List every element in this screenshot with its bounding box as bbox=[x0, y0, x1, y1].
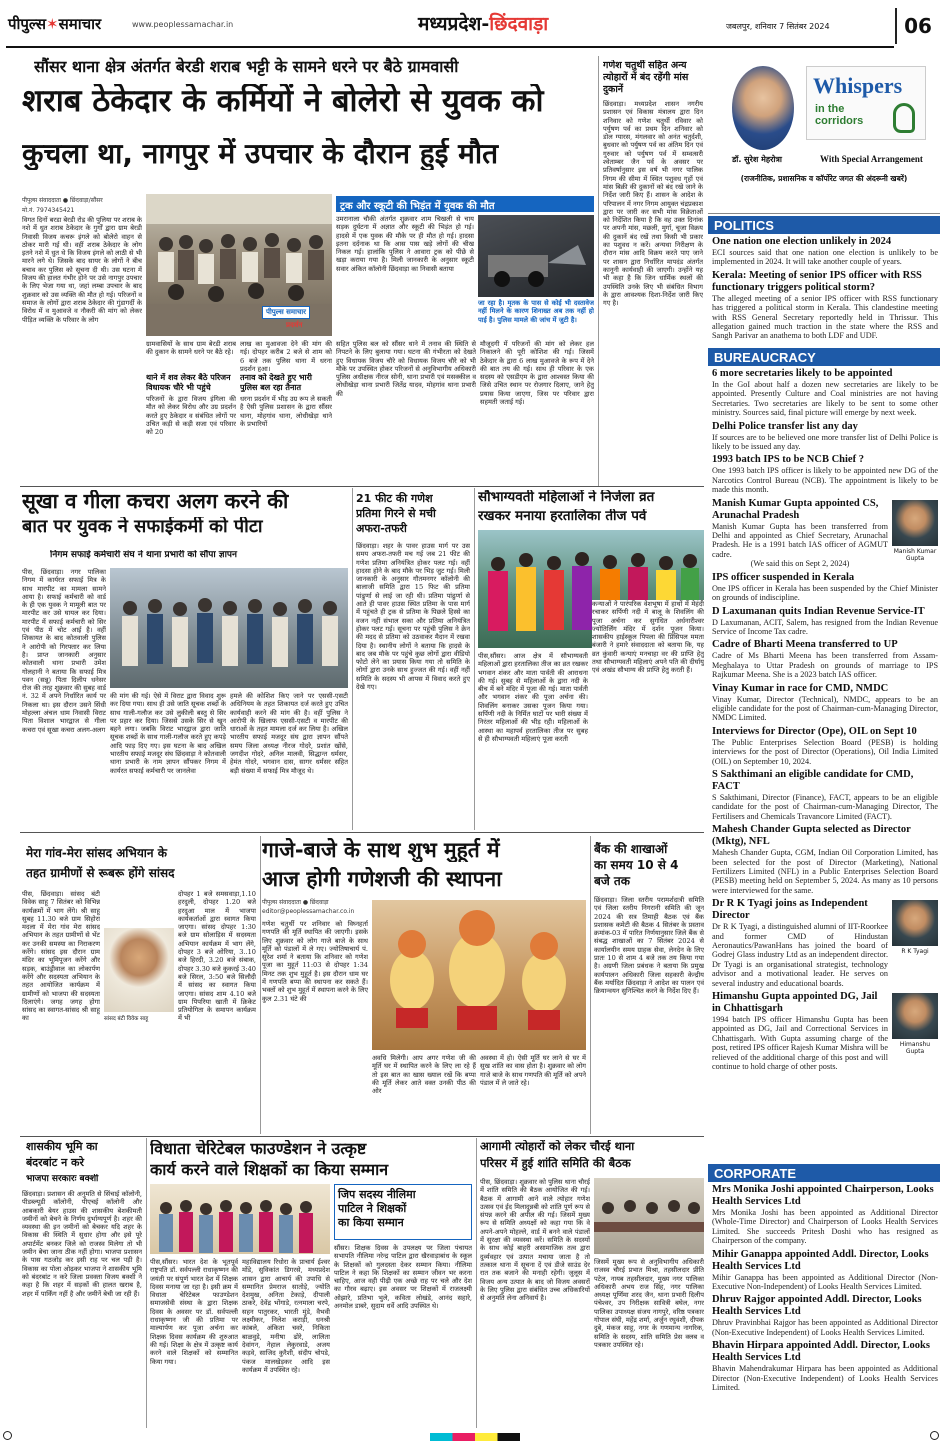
bureaucracy-item-body: Vinay Kumar, Director (Technical), NMDC, appears to be an eligible candidate for the post of Chairman-cum-Managing Director, NMDC Limited. bbox=[712, 694, 938, 723]
bureaucracy-item-headline: Delhi Police transfer list any day bbox=[712, 420, 858, 432]
land-body: छिंदवाड़ा। प्रशासन की अनुमति से सिंचाई कॉलोनी, पीडब्ल्यूडी कॉलोनी, पीएचई कॉलोनी और आबकारी बेयर हाउस की शासकीय बेशकीमती जमीनों को बेचने के निर्णय दुर्भाग्यपूर्ण है। शहर की व्यवस्था की इन जमीनों को बेचकर यदि शहर के विकास की स्थिति में सुधार होगा और इसे पूरे अपार्टमेंट बनकर जिले को राजस्व मिलेगा तो भी जमीन बेचा जाना ठीक नहीं होगा। भाजपा प्रशासन के पास गठजोड़ कर इसी राह पर चल पड़ी है। विकास का पोला ओढ़कर भाजपा ने शासकीय भूमि को बंदरबांट न करे जिला प्रवक्ता विजय बक्शी ने कहा है कि शहर में सड़कों की हालत खराब है, शहर में पार्किंग नहीं है और जमीनें बेची जा रही हैं। bbox=[22, 1190, 142, 1298]
whispers-logo-sub: in the corridors bbox=[815, 103, 864, 127]
lead-column-1: विगत दिनों बरडा बेरडी रोड की पुलिया पर शराब के नशे में धुत शराब ठेकेदार के गुर्गों द्वारा ग्राम बेरडी निवासी विजय कचरू इंगले को बोलेरो वाहन से ठोकर मारी गई थी। वहीं शराब ठेकेदार के लोग इतने नशे में धुत थे कि विजय इंगले को लाठी से भी मारने लगे थे। जिसके बाद सायर के लोगों ने बीच बचाव कर पुलिस को सूचना दी थी। उस घटना में विजय की हालत गंभीर होने पर उसे नागपुर उपचार के लिए भेजा गया था, जहां लम्बा उपचार के बाद शुक्रवार को उस व्यक्ति की मौत हो गई। परिजनों व समाज के लोगों द्वारा शराब ठेकेदार की गुंडागर्दी के विरोध में व मुआवजे व नौकरी की मांग को लेकर पीड़ित व्यक्ति के परिवार के लोग bbox=[22, 216, 142, 324]
mp-column-2: दोपहर 1 बजे समसवाड़ा,1.10 हरदुली, दोपहर 1.20 बजे हरदुआ माल में भाजपा कार्यकर्ताओं द्वारा स्वागत किया जाएगा। सांसद दोपहर 1:30 बजे ग्राम सोलाड़िस में सदस्यता अभियान कार्यक्रम में भाग लेंगे, दोपहर 3 बजे ओरिया, 3..10 बजे हिरदी, 3.20 बजे संबाक, दोपहर 3.30 बजे कुकरई 3:40 बजे सिरल, 3:50 बजे सिलौदी में सांसद का स्वागत किया जाएगा। सांसद शाम 4.10 बजे ग्राम पिपरिया खाती में क्रिकेट प्रतियोगिता के समापन कार्यक्रम में भी bbox=[178, 890, 256, 1023]
bureaucracy-item-body: S Sakthimani, Director (Finance), FACT, appears to be an eligible candidate for the post of Chairman-cum-Managing Director, The Fertilisers and Chemicals Travancore Limited (FACT). bbox=[712, 792, 938, 821]
charity-column-3: सौंसर। शिक्षक दिवस के उपलक्ष्य पर जिला पंचायत सभापति नीलिमा नरेन्द्र पाटिल द्वारा खैरवाड़ाबांध के स्कूल के शिक्षकों को गुलदस्ता देकर सम्मान किया। नीलिमा पाटिल ने कहा कि शिक्षकों का सम्मान जीवन भर करना चाहिए, आज वही पीढ़ी एक अच्छे राह पर चले और देश का गौरव बढ़ाए। इस अवसर पर शिक्षकों में राजलक्ष्मी ओझारे, प्रतिभा भुले, कविता लोखंडे, आनंद सहारे, अनमोल डाबरे, सुदाम धर्वे आदि उपस्थित थे। bbox=[334, 1244, 472, 1311]
lead-column-3b: धरना प्रदर्शन में भीड़ उग्र रूप ले सकती है ऐसी पुलिस प्रशासन के द्वारा सौंसर थाना, मोहगांव थाना, लोधीखेड़ा थाने के प्रभारियों bbox=[240, 395, 332, 428]
bureaucracy-item-headline: IPS officer suspended in Kerala bbox=[712, 571, 855, 583]
photo-tag bbox=[262, 306, 310, 319]
teej-headline-1: सौभाग्यवती महिलाओं ने निर्जला व्रत bbox=[478, 490, 655, 505]
corporate-item-body: Dhruv Pravinbhai Rajgor has been appointed as Additional Director (Non-Executive Independent) of Looks Health Services Limited. bbox=[712, 1318, 938, 1337]
teachers-group-illustration bbox=[150, 1184, 330, 1254]
charity-headline-1: विधाता चेरिटेबल फाउण्डेशन ने उत्कृष्ट bbox=[150, 1140, 367, 1158]
logo-word-1: पीपुल्स bbox=[8, 15, 47, 33]
bureaucracy-item bbox=[712, 824, 938, 895]
shops-body: छिंदवाड़ा। मध्यप्रदेश शासन नगरीय प्रशासन एवं विकास मंत्रालय द्वारा दिन शनिवार को गणेश चतुर्थी रविवार को पर्युषण पर्व का प्रथम दिन शनिवार को डोल ग्यारस, मंगलवार को अनंत चतुर्दशी, बुधवार को पर्युषण पर्व का अंतिम दिन एवं गुरुवार को पर्युषण पर्व में सम्वत्सरी श्वेताम्बर जैन पर्व के अवसर पर प्रतिवर्षानुसार इस वर्ष भी नगर पालिक निगम की सीमा में स्थित पशुवध गृहों एवं मांस बिक्री की दुकानों को बंद रखे जाने के निर्देश जारी किए हैं। शासन के आदेश के परिपालन में नगर निगम आयुक्त चंद्रप्रकाश द्वारा पर जारी कर सभी मांस विक्रेताओं को निर्देशित किया है कि वह उक्त दिनांक पर अपनी मांस, मछली, मुर्गा, चूजा विक्रय की दुकानें बंद रखें तथा किसी भी प्रकार का पशुवध न करें। अन्यथा निरीक्षण के दौरान मांस आदि विक्रय करते पाए जाने पर शासन द्वारा निर्धारित मापदंड अंतर्गत कानूनी कार्यवाही की जाएगी। उन्होंने यह भी कहा है कि जिन धार्मिक स्थलों की उपस्थिति उनके लिए भी संबंधित विभाग के द्वारा आवश्यक दिशा-निर्देश जारी किए गए है। bbox=[603, 100, 703, 308]
memorandum-group-illustration bbox=[110, 568, 348, 688]
garbage-headline-2: बात पर युवक ने सफाईकर्मी को पीटा bbox=[22, 517, 263, 537]
whispers-tagline: (राजनीतिक, प्रशासनिक व कॉर्पोरेट जगत की अंदरूनी खबरें) bbox=[740, 174, 908, 183]
column-divider bbox=[598, 56, 599, 486]
page-number: 06 bbox=[895, 8, 939, 44]
photo-tag-label: प्रदर्शन bbox=[286, 321, 303, 329]
charity-subbox bbox=[334, 1184, 472, 1240]
row-divider bbox=[20, 1136, 704, 1137]
registration-mark bbox=[930, 1431, 939, 1440]
bureaucracy-item-body: D Laxumanan, ACIT, Salem, has resigned from the Indian Revenue Service of Income Tax cadre. bbox=[712, 617, 938, 636]
bureaucracy-item-body: Cadre of Ms Bharti Meena has been transferred from Assam-Meghalaya to Uttar Pradesh on grounds of marriage to IPS Rajkumar Meena. She is a 2023 batch IAS officer. bbox=[712, 651, 938, 680]
row-divider bbox=[20, 486, 704, 487]
corporate-item-headline: Dhruv Rajgor appointed Addl. Director, Looks Health Services Ltd bbox=[712, 1294, 922, 1318]
corporate-item bbox=[712, 1249, 938, 1292]
mp-column-1: पीस, छिंदवाड़ा। सांसद बंटी विवेक साहू 7 सितंबर को विभिन्न कार्यक्रमों में भाग लेंगे। श्री साहू सुबह 11.30 बजे ग्राम सिहोरा मदला में मेरा गांव मेरा सांसद अभियान के तहत ग्रामीणों से भेंट कर उनकी समस्या का निराकरण करेंगे। सांसद इस दौरान ग्राम मंदिर का भूमिपूजन करेंगे और सड़क, बाउंड्रीवाल का लोकार्पण करेंगे और सदस्यता अभियान के तहत आयोजित कार्यक्रम में ग्रामीणों को भाजपा की सदस्यता दिलाएंगे। जगह जगह होगा सांसद का स्वागत-सांसद श्री साहू का bbox=[22, 890, 100, 1023]
bureaucracy-item-body: One IPS officer in Kerala has been suspended by the Chief Minister on grounds of indiscipline. bbox=[712, 583, 938, 603]
columnist-name: डॉ. सुरेश मेहरोत्रा bbox=[732, 155, 782, 164]
bureaucracy-item-note: (We said this on Sept 2, 2024) bbox=[750, 559, 850, 569]
land-headline-2: बंदरबांट न करे bbox=[26, 1156, 85, 1169]
ganesh-idols-illustration bbox=[372, 900, 586, 1050]
charity-subbox-line-2: पाटिल ने शिक्षकों bbox=[338, 1202, 407, 1215]
logo-word-2: समाचार bbox=[58, 15, 102, 33]
corporate-item-headline: Mrs Monika Joshi appointed Chairperson, Looks Health Services Ltd bbox=[712, 1184, 934, 1207]
bureaucracy-item-headline: Interviews for Director (Ope), OIL on Sept 10 bbox=[712, 725, 917, 737]
bureaucracy-item bbox=[712, 572, 938, 603]
politics-section-bar: POLITICS bbox=[708, 216, 940, 234]
garbage-photo bbox=[110, 568, 348, 688]
dateline: जबलपुर, शनिवार 7 सितंबर 2024 bbox=[726, 22, 830, 31]
politics-item-headline: One nation one election unlikely in 2024 bbox=[712, 236, 892, 247]
corporate-item bbox=[712, 1340, 938, 1392]
accident-body: उमरानाला चौकी अंतर्गत शुक्रवार शाम चिखली से चाय सड़क दुर्घटना में अज्ञात और स्कूटी की भिड़ंत हो गई। हादसे में एक युवक की मौके पर ही मौत हो गई। हादसा इतना दर्दनाक था कि आस पास खड़े लोगों की चीख निकल गई। हालांकि पुलिस ने आवारा ट्रक को पीछे से खड़ा कराया गया है। मिली जानकारी के अनुसार स्कूटी सवार अंकित कॉलोनी छिंदवाड़ा का निवासी बताया bbox=[336, 215, 474, 273]
lead-headline-line-2: कुचला था, नागपुर में उपचार के दौरान हुई मौत bbox=[22, 138, 499, 170]
ganesh-column-3: अवस्था में हो। ऐसी मूर्ति घर लाने से घर में सुख शांति का वास होता है। शुक्रवार को लोग गाजे बाजे के साथ गणपति की मूर्ति को अपने पंडाल में ले जाते रहे। bbox=[480, 1054, 586, 1087]
ganesh-byline: पीपुल्स संवाददाता ● छिंदवाड़ा bbox=[262, 899, 329, 906]
lead-column-4: सहित पुलिस बल को सौंसर थाने में तनाव की स्थिति से निपटने के लिए बुलाया गया। घटना की गंभीरता को देखते हुए विधायक विजय चौरे को विधायक विजय चौरे को भी मौके पर उपस्थित होकर परिजनों से अनुविभागीय अधिकारी पुलिस अधीक्षक नीरज सोनी, थाना प्रभारी एवं मसक्कील व लोधीखेड़ा थाना प्रभारी जितेंद्र यादव, मोहगांव थाना प्रभारी की bbox=[336, 340, 476, 398]
bureaucracy-item-headline: Manish Kumar Gupta appointed CS, Arunachal Pradesh bbox=[712, 497, 879, 521]
bureaucracy-item bbox=[712, 498, 938, 569]
politics-item-body: The alleged meeting of a senior IPS officer with RSS functionary has triggered a political storm in Kerala. This clandestine meeting with RSS General Secretary reportedly held in Thrissur. This allegation gained much traction in the state where the RSS and Sangh Parivar an anathema to both LDF and UDF. bbox=[712, 293, 938, 341]
bureaucracy-item-headline: Cadre of Bharti Meena transferred to UP bbox=[712, 639, 898, 651]
bureaucracy-item bbox=[712, 639, 938, 679]
masthead-rule bbox=[6, 46, 894, 48]
peace-headline-1: आगामी त्योहारों को लेकर चौरई थाना bbox=[480, 1140, 635, 1153]
ganesh-column-1: गणेश चतुर्थी पर शनिवार को विघ्नहर्ता गणपति की मूर्ति स्थापित की जाएगी। इसके लिए शुक्रवार को लोग गाजे बाजे के साथ मूर्ति को पंडालों में ले गए। ज्योतिषाचार्य पं. सुरेश शर्मा ने बताया कि शनिवार को गणेश पूजा का मुहूर्त 11:03 से दोपहर 1:34 मिनट तक शुभ मुहूर्त है। इस दौरान धाम घर में गणपति बप्पा की स्थापना कर सकते हैं। भक्तों को शुभ मुहूर्त में स्थापना करने के लिए कुल 2.31 घंटे की bbox=[262, 920, 368, 1003]
garbage-column-2: की मांग की गई। ऐसे में विराट द्वारा विवाद शुरू कर दिया गया। साथ ही उसे जाति सूचक शब्दों के साथ गाली-गलौज कर उसे लुकीली बस्तु से सिर पर प्रहार कर दिया। जिससे उसके सिर से खून बहने लगा। जबकि विराट भारद्वाज द्वारा जाति सूचक शब्दों के साथ गाली-गलौज करते हुए कपड़े आदि फाड़ दिए गए। इस घटना के बाद अखिल भारतीय सफाई मजदूर संघ छिंदवाड़ा ने कोतवाली थाना प्रभारी के नाम ज्ञापन सौंपकर निगम में कार्यरत सफाई कर्मचारी पर जानलेवा bbox=[110, 692, 226, 775]
ganesh-column-2: अवधि मिलेगी। आप अगर गणेश जी की मूर्ति घर में स्थापित करने के लिए ला रहे हैं तो इस बात का खास ख्याल रखें कि बप्पा की मूर्ति लेकर आते वक्त उनकी पीठ की ओर bbox=[372, 1054, 476, 1096]
mp-headline-1: मेरा गांव-मेरा सांसद अभियान के bbox=[26, 846, 167, 860]
land-headline-3: भाजपा सरकारः बक्शी bbox=[26, 1174, 99, 1184]
lead-subhead-2: तनाव को देखते हुए भारी पुलिस बल रहा तैनात bbox=[240, 373, 312, 392]
bureaucracy-item bbox=[712, 368, 938, 418]
idol-headline-3: अफरा-तफरी bbox=[356, 522, 407, 535]
accident-photo-caption: जा रहा है। मृतक के पास से कोई भी दस्तावेज नहीं मिलने के कारण शिनाख्त अब तक नहीं हो पाई है। पुलिस मामले की जांच में जुटी है। bbox=[478, 299, 594, 324]
bank-body: छिंदवाड़ा। जिला स्तरीय परामर्शदात्री समिति एवं जिला स्तरीय निगरानी समिति की जून 2024 की सत्र तिमाही बैठक एवं बैंक प्रशासक कमेटी की बैठक 4 सितंबर के प्रस्ताव क्रमांक-03 में पारित निर्णयानुसार जिले बैंक से संबद्ध शाखाओं का 7 सितंबर 2024 से कार्यालयीन समय ग्राहक सेवा, लेनदेन के लिए प्रातः 10 से शाम 4 बजे तक तय किया गया है। अग्रणी जिला प्रबंधक ने बताया कि प्रमुख कार्यपालन अधिकारी जिला सहकारी केन्द्रीय बैंक मर्यादित छिंदवाड़ा ने आदेश का पालन एवं क्रियान्वयन सुनिश्चित करने के निर्देश दिए हैं। bbox=[594, 896, 704, 996]
lead-byline: पीपुल्स संवाददाता ● छिंदवाड़ा/सौंसर bbox=[22, 197, 103, 204]
corporate-item-body: Mrs Monika Joshi has been appointed as Additional Director (Whole-Time Director) and Chairperson of Looks Health Services Limited. She succeeds Pritesh Doshi who has resigned as Chairperson of the company. bbox=[712, 1208, 938, 1246]
bureaucracy-item bbox=[712, 421, 938, 452]
accident-title: ट्रक और स्कूटी की भिड़ंत में युवक की मौत bbox=[336, 196, 594, 212]
bureaucracy-item bbox=[712, 683, 938, 723]
garbage-column-1: पीस, छिंदवाड़ा। नगर पालिका निगम में कार्यरत सफाई मित्र के साथ मारपीट का मामला सामने आया है। सफाई कर्मचारी को वार्ड के ही एक युवक ने मामूली बात पर मारपीट कर उसे घायल कर दिया। मारपीट में सफाई कर्मचारी को सिर एवं पीठ में चोट आई है। वहीं शिकायत के बाद कोतवाली पुलिस ने आरोपी को गिरफ्तार कर लिया है। प्राप्त जानकारी अनुसार कोतवाली थाना प्रभारी उमेश गोलहानी ने बताया कि सफाई मित्र पवन (सन्नू) पिता दिलीप धनेसर रोज की तरह शुक्रवार की सुबह वार्ड नं. 32 में अपने निर्धारित कार्य पर निकला था। इस दौरान उसने सिंधी मोहल्ला अंचल धाम निवासी विराट पिता विशाल भारद्वाज से गीला कचरा एवं सूखा कचरा अलग-अलग bbox=[22, 568, 106, 734]
corporate-item-body: Mihir Ganappa has been appointed as Additional Director (Non-Executive Non-Independent) of Looks Health Services Limited. bbox=[712, 1272, 938, 1292]
bureaucracy-item bbox=[712, 454, 938, 494]
teej-headline-2: रखकर मनाया हरतालिका तीज पर्व bbox=[478, 509, 647, 524]
bureaucracy-list bbox=[712, 368, 938, 1158]
whispers-logo bbox=[806, 66, 926, 140]
garbage-headline-1: सूखा व गीला कचरा अलग करने की bbox=[22, 490, 289, 513]
charity-column-2: महाविद्यालय रिधोरा के प्राचार्य ईश्वर मोंडे, सुविकांत डिगरसे, मध्यप्रदेश शासन द्वारा आचार्य की उपाधि से सम्मानित प्रेमराज सातोड़े, ज्योति देशमुख, अनिता टेकाड़े, दीपाली ठाकरे, देवेंद्र भोंगाडे, रत्नमाला चरपे, सहन पातुरकर, भारती मुंडे, वैभवी लक्ष्मीकर, निलेश कराड़ी, धनश्री कांबले, अंकिता चवरे, निकिता बाळवुडे, मनीषा ढोरे, लालिता देवांगन, नेहाल लेकुरवाडे, अजय कड़वे, साजिद कुरैशी, संदीप चोपडे, पंकज मालखेड़कर आदि इस कार्यक्रम में उपस्थित रहे। bbox=[242, 1258, 330, 1374]
officer-portrait bbox=[892, 500, 938, 546]
ganesh-headline-1: गाजे-बाजे के साथ शुभ मुहूर्त में bbox=[262, 838, 500, 862]
bureaucracy-item-body: The Public Enterprises Selection Board (PESB) is holding interviews for the post of Director (Operations), Oil India Limited (OIL) on September 10, 2024. bbox=[712, 737, 938, 766]
bureaucracy-item-body: In the GoI about half a dozen new secretaries are likely to be appointed. Presently Culture and Coal ministries are not having Secretaries. Two secretaries are likely to be sent to some other ministry. Sources said, final picture will emerge by next week. bbox=[712, 380, 938, 418]
bureaucracy-item-body: Manish Kumar Gupta has been transferred from Delhi and appointed as Chief Secretary, Arunachal Pradesh. He is a 1991 batch IAS officer of AGMUT cadre. bbox=[712, 521, 888, 559]
columnist-photo bbox=[732, 66, 794, 150]
teej-column-1: पीस,सौंसर। आज क्षेत्र में सौभाग्यवती महिलाओं द्वारा हरतालिका तीज का व्रत रखकर भगवान शंकर और माता पार्वती की आराधना की गई। सुबह से महिलाओं के द्वारा नदी के बीच में बने मंदिर में पूजा की गई। माता पार्वती और भगवान शंकर की पूजा अर्चना की। शिवलिंग बनाकर उसका पूजन किया गया। सर्पिणी नदी के निर्मित घाटों पर भारी संख्या में निरंतर महिलाओं की भीड़ रही। महिलाओं के आस्था का महापर्व हरतालिका तीज पर सुबह से ही सौभाग्यवती महिलाएं पूजा करती bbox=[478, 652, 588, 743]
meeting-illustration bbox=[594, 1178, 704, 1254]
land-headline-1: शासकीय भूमि का bbox=[26, 1140, 98, 1153]
shops-headline: गणेश चतुर्थी सहित अन्य त्योहारों में बंद रहेंगी मांस दुकानें bbox=[603, 60, 689, 95]
garbage-subhead: निगम सफाई कर्मचारी संघ ने थाना प्रभारी को सौंपा ज्ञापन bbox=[50, 550, 238, 560]
website-url: www.peoplessamachar.in bbox=[132, 20, 234, 29]
column-divider bbox=[590, 836, 591, 1134]
bureaucracy-item-headline: Dr R K Tyagi joins as Independent Director bbox=[712, 898, 868, 922]
peace-column-1: पीस, छिंदवाड़ा। शुक्रवार को पुलिस थाना चौरई में शांति समिति की बैठक आयोजित की गई। बैठक में आगामी आने वाले त्योहार गणेश उत्सव एवं ईद मिलादुन्नबी को शांति पूर्ण रूप से संपन्न करने की अपील की गई। जिसमें मुख्य रूप से समिति अध्यक्षों को कहा गया कि वे अपने-अपने मोहल्ले, वार्ड में बनने वाले पंडालों में सुरक्षा की व्यवस्था करें। समिति के सदस्यों के साथ कोई बाहरी असामाजिक तत्व द्वारा दुर्व्यवहार एवं उत्पात मचाया जाता है तो तत्काल थाना में सूचना दें एवं डीजे साउंड देर रात तक बजाने की मनाही रहेगी। जुलूस में विजय अन्य उत्पात के बाद जो विजय अवसरों के लिए पुलिस द्वारा संबंधित उच्च अधिकारियों से अनुमति लेना अनिवार्य है। bbox=[480, 1178, 590, 1303]
lead-column-2: ग्रामवासियों के साथ ग्राम बेरडी शराब की दुकान के सामने धरने पर बैठे रहे। bbox=[146, 340, 236, 357]
bureaucracy-item-body: Mahesh Chander Gupta, CGM, Indian Oil Corporation Limited, has been selected for the post of Director (Marketing), National Fertilizers Limited (NFL) in a Public Enterprises Selection Board (PESB) meeting held on September 5, 2024. As many as 10 persons were interviewed for the same. bbox=[712, 848, 938, 895]
peace-column-2: जिसमें मुख्य रूप से अनुविभागीय अधिकारी राजस्व चौरई प्रभात मिश्रा, तहसीलदार प्रीति पटेल, नायब तहसीलदार, मुख्य नगर पालिका अधिकारी अभय राज सिंह, नगर पालिका अध्यक्ष पूर्णिमा शरद जैन, थाना प्रभारी दिलीप पंचेश्वर, उप निरीक्षक सावित्री बघेल, नगर पालिका उपाध्यक्ष संजय नागपुरे, वरिष्ठ पत्रकार गोपाल संघी, महेंद्र शर्मा, अर्जुन रघुवंशी, दीपक दुबे, मंकज साहू, नगर के गणमान्य नागरिक, समिति के सदस्य, शांति समिति प्रेस क्लब व पत्रकार उपस्थित रहे। bbox=[594, 1258, 704, 1349]
column-divider bbox=[260, 836, 261, 1134]
registration-mark bbox=[3, 1431, 12, 1440]
section-title-state: मध्यप्रदेश bbox=[418, 13, 482, 35]
bureaucracy-item-body: 1994 batch IPS officer Himanshu Gupta has been appointed as DG, Jail and Correctional Services in Chhattisgarh. With Gupta assuming charge of the post, retired IPS officer Rajesh Kumar Mishra will be relieved of the additional charge of this post and will continue to hold charge of other posts. bbox=[712, 1015, 888, 1072]
lead-subhead-1: थाने में शव लेकर बैठे परिजन विधायक चौरे भी पहुंचे bbox=[146, 373, 231, 392]
whispers-banner bbox=[708, 54, 940, 214]
bank-headline-2: का समय 10 से 4 bbox=[594, 858, 679, 872]
accident-body-continued: मौजूदगी में परिजनों की मांग को लेकर हल निकालने की पूरी कोशिश की गई। जिसमें ठेकेदार के द्वारा 6 लाख मुआवजे के रूप में देने की बात तय की गई। साथ ही परिवार के एक सदस्य को एसडीएम के द्वारा आश्वस्त किया की जिसे उचित स्थान पर रोजगार दिलाए, जाने हेतु प्रयास किया जाएगा, जिस पर परिवार द्वारा सहमती जताई गई। bbox=[480, 340, 594, 407]
whispers-logo-word: Whispers bbox=[813, 73, 903, 98]
corporate-item bbox=[712, 1184, 938, 1246]
corporate-item-headline: Mihir Ganappa appointed Addl. Director, Looks Health Services Ltd bbox=[712, 1248, 929, 1272]
bank-headline-3: बजे तक bbox=[594, 874, 630, 888]
bureaucracy-item-headline: S Sakthimani an eligible candidate for CMD, FACT bbox=[712, 768, 914, 792]
section-title-separator: - bbox=[481, 13, 490, 35]
politics-item bbox=[712, 270, 938, 341]
vehicle-wreck-illustration bbox=[478, 215, 594, 297]
ear-icon bbox=[893, 103, 915, 133]
bureaucracy-item bbox=[712, 991, 938, 1071]
corporate-section-bar: CORPORATE bbox=[708, 1164, 940, 1182]
bureaucracy-item-headline: Himanshu Gupta appointed DG, Jail in Chhattisgarh bbox=[712, 991, 878, 1015]
politics-list bbox=[712, 236, 938, 344]
officer-portrait bbox=[892, 993, 938, 1039]
peace-meeting-photo bbox=[594, 1178, 704, 1254]
officer-portrait-caption: Manish Kumar Gupta bbox=[893, 547, 937, 562]
politics-item-body: ECI sources said that one nation one election is unlikely to be implemented in 2024. It will take another couple of years. bbox=[712, 248, 938, 267]
corporate-list bbox=[712, 1184, 938, 1424]
bureaucracy-item-headline: 6 more secretaries likely to be appointed bbox=[712, 368, 893, 379]
masthead bbox=[0, 0, 945, 52]
color-strip bbox=[430, 1433, 520, 1441]
row-divider bbox=[20, 832, 704, 833]
accident-photo bbox=[478, 215, 594, 297]
section-title bbox=[418, 10, 548, 36]
lead-mobile: मो.नं. 7974345421 bbox=[22, 207, 75, 214]
bureaucracy-section-bar: BUREAUCRACY bbox=[708, 348, 940, 366]
bureaucracy-item bbox=[712, 769, 938, 821]
idol-headline-2: प्रतिमा गिरने से मची bbox=[356, 507, 436, 520]
bureaucracy-item-headline: 1993 batch IPS to be NCB Chief ? bbox=[712, 454, 864, 466]
bureaucracy-item-headline: Vinay Kumar in race for CMD, NMDC bbox=[712, 682, 889, 694]
lead-headline-line-1: शराब ठेकेदार के कर्मियों ने बोलेरो से युवक को bbox=[22, 84, 544, 119]
lead-column-2b: परिजनों के द्वारा विजय इंगिला की मौत को लेकर विरोध और उग्र प्रदर्शन करते हुए ठेकेदार व संबंधित लोगों पर उचित कड़ी से कड़ी सजा एवं परिवार को 20 bbox=[146, 395, 236, 437]
bureaucracy-item-body: One 1993 batch IPS officer is likely to be appointed new DG of the Narcotics Control Bureau (NCB). The appointment is likely to be made this month. bbox=[712, 466, 938, 495]
bureaucracy-item bbox=[712, 726, 938, 766]
mp-headline-2: तहत ग्रामीणों से रूबरू होंगे सांसद bbox=[26, 866, 175, 880]
charity-headline-2: कार्य करने वाले शिक्षकों का किया सम्मान bbox=[150, 1161, 389, 1179]
bank-headline-1: बैंक की शाखाओं bbox=[594, 842, 668, 856]
column-divider bbox=[146, 1138, 147, 1428]
peace-headline-2: परिसर में हुई शांति समिति की बैठक bbox=[480, 1157, 631, 1170]
ganesh-idol-photo bbox=[372, 900, 586, 1050]
politics-item-headline: Kerala: Meeting of senior IPS officer with RSS functionary triggers political storm? bbox=[712, 269, 922, 293]
lead-kicker: सौंसर थाना क्षेत्र अंतर्गत बेरडी शराब भट्टी के सामने धरने पर बैठे ग्रामवासी bbox=[34, 57, 459, 76]
idol-headline-1: 21 फीट की गणेश bbox=[356, 492, 433, 505]
teej-column-2: कन्याओं ने पारंपरिक वेशभूषा में हाथों में मेहंदी रचाकर सर्पिणी नदी में बालू के शिवलिंग की पूजा अर्चना कर सुगंधित अर्धनारीश्वर ज्योतिर्लिंग मंदिर में दर्शन पूजन किया। शासकीय हाईस्कूल पिपला की प्रिंसिपल ममता बंजारी ने हमारे संवाददाता को बताया कि, यह व्रत कुंवारी कन्याएं मनचाहा वर की प्राप्ति हेतु तथा सौभाग्यवती महिलाएं अपने पति की दीर्घायु एवं अखंड सौभाग्य की प्राप्ति हेतु करती हैं। bbox=[592, 600, 704, 828]
section-title-city: छिंदवाड़ा bbox=[489, 13, 549, 35]
corporate-item bbox=[712, 1294, 938, 1337]
lead-protest-photo bbox=[146, 194, 332, 336]
column-divider bbox=[352, 488, 353, 830]
bureaucracy-item-body: Dr R K Tyagi, a distinguished alumni of IIT-Roorkee and former CMD of Hindustan Aeronautics/PawanHans has joined the board of Godrej Glass industry Ltd as an independent director. Dr Tyagi is an organisational strategist, technology advisor and a motivational leader. He serves on several industry and educational boards. bbox=[712, 922, 888, 988]
column-divider bbox=[476, 1138, 477, 1428]
officer-portrait bbox=[892, 900, 938, 946]
officer-portrait-caption: R K Tyagi bbox=[901, 948, 929, 956]
ganesh-email: editor@peoplessamachar.co.in bbox=[262, 908, 355, 915]
charity-column-1: पीस,सौंसर। भारत देश के भूतपूर्व राष्ट्रपति डॉ. सर्वपल्ली राधाकृष्णन की जयंती पर संपूर्ण भारत देश में शिक्षक दिवस मनाया जा रहा है। इसी क्रम में विधाता चेरिटेबल फाउण्डेशन समाजसेवी संस्था के द्वारा शिक्षक दिवस के अवसर पर डॉ. सर्वपल्ली राधाकृष्णन जी की प्रतिमा पर माल्यार्पण कर पूजा अर्चना कर शिक्षक दिवस कार्यक्रम की शुरुआत की गई। शिक्षा के क्षेत्र में उत्कृष्ट कार्य करने वाले शिक्षकों को सम्मानित किया गया। bbox=[150, 1258, 238, 1366]
bureaucracy-item bbox=[712, 898, 938, 988]
photo-tag-brand: पीपुल्स समाचार bbox=[266, 308, 307, 316]
ganesh-headline-2: आज होगी गणेशजी की स्थापना bbox=[262, 867, 502, 891]
mp-portrait-caption: सांसद बंटी विवेक साहू bbox=[104, 1016, 149, 1022]
bureaucracy-item bbox=[712, 606, 938, 637]
lead-column-3: लाख का मुआवजा देने की मांग की गई। दोपहर करीब 2 बजे से शाम को 6 बजे तक पुलिस थाना में धरना प्रदर्शन हुआ। bbox=[240, 340, 332, 372]
corporate-item-headline: Bhavin Hirpara appointed Addl. Director, Looks Health Services Ltd bbox=[712, 1340, 930, 1364]
accident-box bbox=[336, 196, 594, 336]
bureaucracy-item-headline: Mahesh Chander Gupta selected as Director (Mktg), NFL bbox=[712, 824, 911, 848]
charity-subbox-line-3: का किया सम्मान bbox=[338, 1216, 404, 1229]
bureaucracy-item-headline: D Laxumanan quits Indian Revenue Service-IT bbox=[712, 605, 925, 617]
charity-photo bbox=[150, 1184, 330, 1254]
column-divider bbox=[474, 488, 475, 830]
mp-portrait bbox=[104, 928, 174, 1012]
officer-portrait-caption: Himanshu Gupta bbox=[899, 1041, 931, 1056]
politics-item bbox=[712, 236, 938, 267]
newspaper-logo: पीपुल्स✶समाचार bbox=[8, 15, 102, 33]
charity-subbox-line-1: जिप सदस्य नीलिमा bbox=[338, 1188, 416, 1201]
arrangement-note: With Special Arrangement bbox=[820, 154, 923, 164]
garbage-column-3: हमले की कोशिश किए जाने पर एससी-एसटी अधिनियम के तहत शिकायत दर्ज करते हुए उचित कार्यवाही करने की मांग की है। वहीं पुलिस ने आरोपी के खिलाफ एससी-एसटी व मारपीट की धाराओं के तहत मामला दर्ज कर लिया है। अखिल भारतीय सफाई मजदूर संघ द्वारा ज्ञापन सौंपते समय जिला अध्यक्ष नीरज गोदरे, प्रशांत खोंसे, जगदीश गोदरे, अनिल मालवी, सिद्धान्त धर्मसर, हेमंत गोदरे, भगवान दास, सागर धर्मसर सहित बड़ी संख्या में सफाई मित्र मौजूद थे। bbox=[230, 692, 348, 775]
idol-body: छिंदवाड़ा। शहर के पावर हाउस मार्ग पर उस समय अफरा-तफरी मच गई जब 21 फीट की गणेश प्रतिमा अनियंत्रित होकर पलट गई। वहीं हादसा होने के बाद मौके पर भिड़ जुट गई। मिली जानकारी के अनुसार गौतमनगर कॉलोनी की बालाजी समिति द्वारा 15 फिट की प्रतिमा पांढुर्णा से लाई जा रही थी। प्रतिमा पांढुर्णा से आते ही पावर हाउस स्थित प्रतिमा के पास मार्ग में पहुंचते ही ट्रक से प्रतिमा के पिछले हिस्से का वजन नहीं संभाल सका और प्रतिमा अनियंत्रित होकर पलट गई। सूचना पर पहुंची पुलिस ने क्रेन की मदद से प्रतिमा को उठवाकर मैदान में रखवा दिया है। स्थानीय लोगों ने बताया कि हादसे के बाद जब मौके पर पहुंचे कुछ लोगों द्वारा वीडियो फोटो लेने का प्रयास किया गया तो समिति के लोगों द्वारा उनके साथ हुज्जत की गई। वहीं नहीं समिति के सदस्य भी आपस में विवाद करते हुए देखे गए। bbox=[356, 542, 470, 692]
corporate-item-body: Bhavin Mahendrakumar Hirpara has been appointed as Additional Director (Non-Executive Independent) of Looks Health Services Limited. bbox=[712, 1364, 938, 1393]
bureaucracy-item-body: If sources are to be believed one more transfer list of Delhi Police is likely to be issued any day. bbox=[712, 432, 938, 452]
